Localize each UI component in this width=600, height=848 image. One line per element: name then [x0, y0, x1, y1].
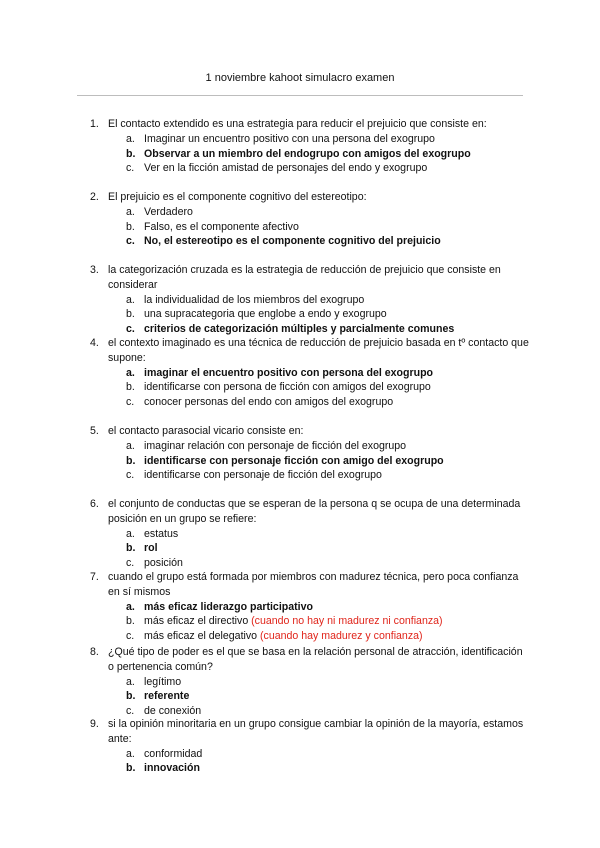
option-a [126, 293, 530, 308]
option-letter: c. [126, 396, 135, 409]
option-letter: c. [126, 557, 135, 570]
option-letter: a. [126, 366, 135, 379]
question-text: el conjunto de conductas que se esperan de la persona q se ocupa de una determinada posición en un grupo se refiere: [108, 498, 521, 525]
question-text: el contexto imaginado es una técnica de reducción de prejuicio basada en tº contacto que supone: [108, 337, 529, 364]
option-a-correct [126, 366, 530, 381]
option-a-correct [126, 600, 530, 615]
question-2 [90, 190, 530, 249]
option-text: identificarse con persona de ficción con amigos del exogrupo [144, 381, 431, 394]
option-letter: c. [126, 630, 135, 643]
option-c-correct [126, 322, 530, 337]
option-note: (cuando hay madurez y confianza) [260, 630, 423, 643]
option-letter: a. [126, 293, 135, 306]
option-text: identificarse con personaje ficción con amigo del exogrupo [144, 454, 444, 467]
header-divider [77, 95, 523, 96]
option-letter: a. [126, 132, 135, 145]
option-letter: c. [126, 469, 135, 482]
option-letter: a. [126, 439, 135, 452]
option-text: Observar a un miembro del endogrupo con amigos del exogrupo [144, 147, 471, 160]
option-b-correct [126, 761, 530, 776]
option-c [126, 468, 530, 483]
option-text: innovación [144, 762, 200, 775]
option-text: conocer personas del endo con amigos del exogrupo [144, 396, 394, 409]
question-6 [90, 497, 530, 571]
question-text: El contacto extendido es una estrategia para reducir el prejuicio que consiste en: [108, 118, 487, 130]
question-8 [90, 645, 530, 719]
question-1 [90, 117, 530, 176]
question-text: el contacto parasocial vicario consiste en: [108, 425, 304, 437]
option-letter: a. [126, 675, 135, 688]
option-text: Verdadero [144, 205, 193, 218]
option-a [126, 439, 530, 454]
option-letter: b. [126, 381, 135, 394]
option-b-correct [126, 454, 530, 469]
question-9 [90, 717, 530, 776]
option-letter: a. [126, 527, 135, 540]
question-5 [90, 424, 530, 483]
question-3 [90, 263, 530, 337]
option-text: Imaginar un encuentro positivo con una persona del exogrupo [144, 132, 435, 145]
option-b [126, 614, 530, 629]
option-text: estatus [144, 527, 179, 540]
option-a [126, 132, 530, 147]
option-letter: a. [126, 747, 135, 760]
option-b-correct [126, 689, 530, 704]
question-number: 3. [90, 264, 99, 276]
question-4 [90, 336, 530, 410]
option-b-correct [126, 541, 530, 556]
option-a [126, 747, 530, 762]
option-letter: b. [126, 147, 136, 160]
option-text: la individualidad de los miembros del exogrupo [144, 293, 365, 306]
option-letter: b. [126, 454, 136, 467]
option-text: imaginar relación con personaje de ficción del exogrupo [144, 439, 407, 452]
option-letter: b. [126, 615, 135, 628]
option-letter: a. [126, 205, 135, 218]
option-text: imaginar el encuentro positivo con persona del exogrupo [144, 366, 434, 379]
option-c [126, 629, 530, 644]
option-text: una supracategoria que englobe a endo y exogrupo [144, 308, 387, 321]
question-text: la categorización cruzada es la estrategia de reducción de prejuicio que consiste en considerar [108, 264, 501, 291]
option-letter: b. [126, 542, 136, 555]
option-letter: b. [126, 762, 136, 775]
option-text: Ver en la ficción amistad de personajes del endo y exogrupo [144, 162, 428, 175]
question-text: El prejuicio es el componente cognitivo del estereotipo: [108, 191, 367, 203]
option-text: más eficaz el delegativo [144, 630, 261, 643]
option-text: más eficaz liderazgo participativo [144, 600, 313, 613]
option-text: criterios de categorización múltiples y parcialmente comunes [144, 323, 455, 336]
question-7 [90, 570, 530, 644]
document-title: 1 noviembre kahoot simulacro examen [205, 72, 395, 84]
option-text: identificarse con personaje de ficción del exogrupo [144, 469, 382, 482]
option-c [126, 161, 530, 176]
option-text: de conexión [144, 705, 202, 718]
option-letter: c. [126, 705, 135, 718]
question-text: cuando el grupo está formada por miembros con madurez técnica, pero poca confianza en sí mismos [108, 571, 519, 598]
option-text: referente [144, 690, 190, 703]
question-number: 7. [90, 571, 99, 583]
option-a [126, 675, 530, 690]
question-number: 8. [90, 646, 99, 658]
option-text: más eficaz el directivo [144, 615, 252, 628]
option-b [126, 220, 530, 235]
option-letter: c. [126, 162, 135, 175]
option-letter: c. [126, 235, 135, 248]
option-letter: b. [126, 690, 136, 703]
option-a [126, 205, 530, 220]
option-text: legítimo [144, 675, 182, 688]
question-number: 9. [90, 718, 99, 730]
option-b-correct [126, 147, 530, 162]
option-text: Falso, es el componente afectivo [144, 220, 299, 233]
option-note: (cuando no hay ni madurez ni confianza) [251, 615, 443, 628]
option-text: conformidad [144, 747, 203, 760]
option-letter: b. [126, 220, 135, 233]
question-number: 6. [90, 498, 99, 510]
option-a [126, 527, 530, 542]
question-number: 5. [90, 425, 99, 437]
option-text: rol [144, 542, 158, 555]
question-number: 2. [90, 191, 99, 203]
question-text: si la opinión minoritaria en un grupo consigue cambiar la opinión de la mayoría, estamos ante: [108, 718, 524, 745]
option-c [126, 395, 530, 410]
option-c-correct [126, 234, 530, 249]
question-text: ¿Qué tipo de poder es el que se basa en la relación personal de atracción, identificación o pertenencia común? [108, 646, 523, 673]
option-text: No, el estereotipo es el componente cognitivo del prejuicio [144, 235, 441, 248]
option-text: posición [144, 557, 183, 570]
option-letter: c. [126, 323, 135, 336]
option-letter: a. [126, 600, 135, 613]
option-c [126, 556, 530, 571]
option-b [126, 307, 530, 322]
question-number: 1. [90, 118, 99, 130]
question-number: 4. [90, 337, 99, 349]
option-b [126, 380, 530, 395]
option-letter: b. [126, 308, 135, 321]
